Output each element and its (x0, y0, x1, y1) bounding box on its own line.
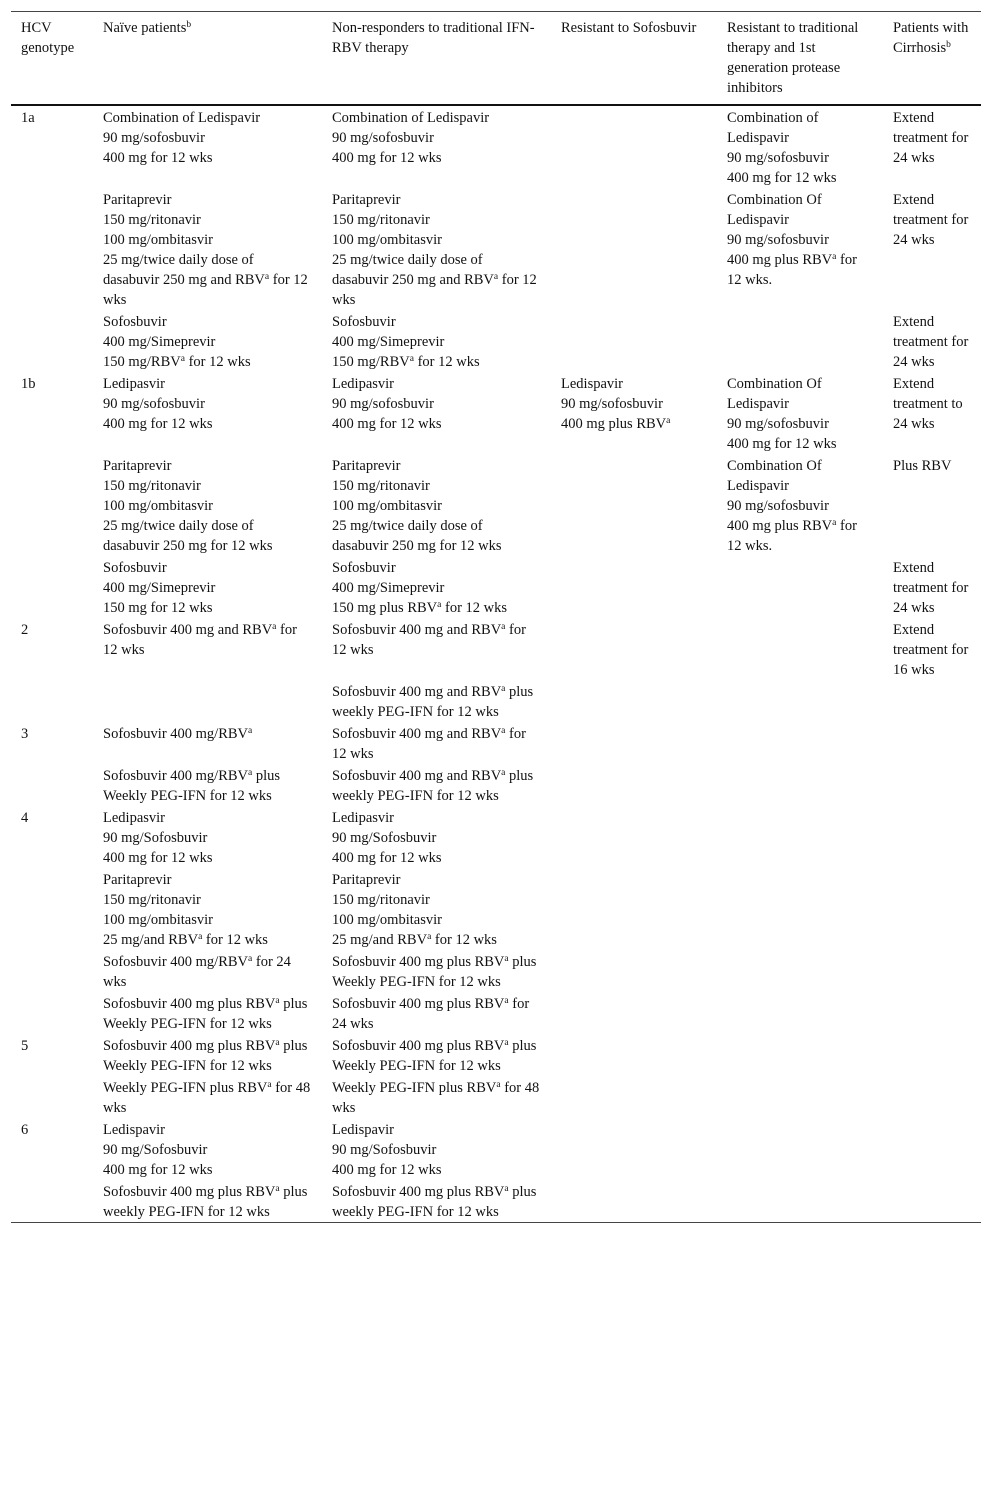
table-row (11, 105, 981, 188)
cirrhosis-cell (883, 992, 981, 1034)
footnote-marker-a: a (275, 1184, 280, 1194)
resistant-sofosbuvir-cell (551, 454, 717, 556)
table-row (11, 618, 981, 680)
footnote-marker-a: a (275, 1038, 280, 1048)
genotype-cell: 2 (21, 622, 29, 638)
genotype-cell (11, 1180, 93, 1223)
genotype-cell (11, 764, 93, 806)
genotype-cell (11, 680, 93, 722)
resistant-sofosbuvir-cell (551, 680, 717, 722)
footnote-marker-a: a (832, 518, 837, 528)
resistant-sofosbuvir-cell (551, 806, 717, 868)
footnote-marker-b: b (186, 20, 192, 30)
hcv-treatment-table (11, 11, 981, 1223)
footnote-marker-a: a (248, 768, 253, 778)
cirrhosis-cell (883, 950, 981, 992)
cirrhosis-cell: Extend treatment for 24 wks (893, 560, 969, 616)
table-row (11, 1118, 981, 1180)
non-responder-cell: Sofosbuvir 400 mg and RBV$^a$ plus weekly PEG-IFN for 12 wks (332, 684, 534, 720)
genotype-cell (11, 1076, 93, 1118)
resistant-sofosbuvir-cell (551, 950, 717, 992)
genotype-cell (11, 556, 93, 618)
naive-cell: Sofosbuvir 400 mg plus RBV$^a$ plus Weekly PEG-IFN for 12 wks (103, 996, 308, 1032)
cirrhosis-cell (883, 680, 981, 722)
resistant-sofosbuvir-cell (551, 105, 717, 188)
footnote-marker-a: a (427, 932, 432, 942)
non-responder-cell: Ledispavir 90 mg/Sofosbuvir 400 mg for 12 wks (332, 1122, 442, 1178)
footnote-marker-a: a (501, 726, 506, 736)
resistant-pi-cell: Combination Of Ledispavir 90 mg/sofosbuvir 400 mg plus RBV$^a$ for 12 wks. (727, 458, 857, 554)
cirrhosis-cell (883, 1034, 981, 1076)
genotype-cell: 5 (21, 1038, 29, 1054)
footnote-marker-a: a (504, 1038, 509, 1048)
cirrhosis-cell (883, 1076, 981, 1118)
footnote-marker-a: a (501, 684, 506, 694)
header-non-responders: Non-responders to traditional IFN-RBV therapy (332, 20, 535, 56)
table-row (11, 372, 981, 454)
genotype-cell (11, 992, 93, 1034)
resistant-pi-cell (717, 1118, 883, 1180)
non-responder-cell: Sofosbuvir 400 mg and RBV$^a$ for 12 wks (332, 726, 526, 762)
footnote-marker-a: a (275, 996, 280, 1006)
header-resistant-sofosbuvir: Resistant to Sofosbuvir (561, 20, 697, 36)
resistant-sofosbuvir-cell (551, 764, 717, 806)
non-responder-cell: Sofosbuvir 400 mg plus RBV$^a$ plus Weekly PEG-IFN for 12 wks (332, 1038, 537, 1074)
footnote-marker-a: a (493, 272, 499, 282)
table-body (11, 105, 981, 1223)
resistant-sofosbuvir-cell (551, 556, 717, 618)
naive-cell: Weekly PEG-IFN plus RBV$^a$ for 48 wks (103, 1080, 311, 1116)
resistant-pi-cell (717, 680, 883, 722)
resistant-pi-cell (717, 618, 883, 680)
footnote-marker-a: a (504, 996, 509, 1006)
naive-cell (93, 680, 322, 722)
table-row (11, 1180, 981, 1223)
genotype-cell: 4 (21, 810, 29, 826)
cirrhosis-cell (883, 806, 981, 868)
cirrhosis-cell (883, 722, 981, 764)
footnote-marker-a: a (409, 354, 414, 364)
header-genotype: HCV genotype (21, 20, 75, 56)
non-responder-cell: Sofosbuvir 400 mg plus RBV$^a$ for 24 wks (332, 996, 530, 1032)
naive-cell: Sofosbuvir 400 mg/RBV$^a$ for 24 wks (103, 954, 291, 990)
header-resistant-protease-inhibitors: Resistant to traditional therapy and 1st generation protease inhibitors (727, 20, 859, 96)
non-responder-cell: Paritaprevir 150 mg/ritonavir 100 mg/ombitasvir 25 mg/twice daily dose of dasabuvir 250 mg and RBV$^a$ for 12 wks (332, 192, 537, 308)
naive-cell: Ledipasvir 90 mg/sofosbuvir 400 mg for 12 wks (103, 376, 213, 432)
resistant-pi-cell (717, 310, 883, 372)
resistant-sofosbuvir-cell (551, 1118, 717, 1180)
naive-cell: Sofosbuvir 400 mg and RBV$^a$ for 12 wks (103, 622, 297, 658)
table-row (11, 992, 981, 1034)
naive-cell: Sofosbuvir 400 mg plus RBV$^a$ plus Weekly PEG-IFN for 12 wks (103, 1038, 308, 1074)
naive-cell: Sofosbuvir 400 mg plus RBV$^a$ plus weekly PEG-IFN for 12 wks (103, 1184, 308, 1220)
resistant-sofosbuvir-cell (551, 188, 717, 310)
resistant-sofosbuvir-cell (551, 618, 717, 680)
table-row (11, 310, 981, 372)
footnote-marker-a: a (437, 600, 442, 610)
resistant-pi-cell (717, 1180, 883, 1223)
genotype-cell: 3 (21, 726, 29, 742)
cirrhosis-cell: Extend treatment for 24 wks (893, 314, 969, 370)
cirrhosis-cell (883, 1118, 981, 1180)
genotype-cell: 6 (21, 1122, 29, 1138)
footnote-marker-a: a (496, 1080, 501, 1090)
table-row (11, 868, 981, 950)
non-responder-cell: Sofosbuvir 400 mg/Simeprevir 150 mg plus RBV$^a$ for 12 wks (332, 560, 508, 616)
resistant-pi-cell (717, 764, 883, 806)
table-row (11, 764, 981, 806)
footnote-marker-a: a (832, 252, 837, 262)
footnote-marker-a: a (248, 954, 253, 964)
non-responder-cell: Sofosbuvir 400 mg plus RBV$^a$ plus weekly PEG-IFN for 12 wks (332, 1184, 537, 1220)
cirrhosis-cell: Extend treatment for 24 wks (893, 192, 969, 248)
naive-cell: Ledispavir 90 mg/Sofosbuvir 400 mg for 12 wks (103, 1122, 213, 1178)
table-row (11, 1034, 981, 1076)
table-row (11, 722, 981, 764)
footnote-marker-a: a (267, 1080, 272, 1090)
non-responder-cell: Sofosbuvir 400 mg plus RBV$^a$ plus Weekly PEG-IFN for 12 wks (332, 954, 537, 990)
genotype-cell (11, 950, 93, 992)
cirrhosis-cell: Plus RBV (893, 458, 952, 474)
table-row (11, 806, 981, 868)
non-responder-cell: Combination of Ledispavir 90 mg/sofosbuvir 400 mg for 12 wks (332, 110, 490, 166)
footnote-marker-a: a (501, 622, 506, 632)
naive-cell: Ledipasvir 90 mg/Sofosbuvir 400 mg for 12 wks (103, 810, 213, 866)
cirrhosis-cell: Extend treatment for 16 wks (893, 622, 969, 678)
header-cirrhosis: Patients with Cirrhosis$^b$ (893, 20, 969, 56)
resistant-sofosbuvir-cell: Ledispavir 90 mg/sofosbuvir 400 mg plus RBV$^a$ (561, 376, 671, 432)
footnote-marker-a: a (501, 768, 506, 778)
footnote-marker-a: a (272, 622, 277, 632)
resistant-sofosbuvir-cell (551, 868, 717, 950)
non-responder-cell: Paritaprevir 150 mg/ritonavir 100 mg/ombitasvir 25 mg/twice daily dose of dasabuvir 250 mg for 12 wks (332, 458, 502, 554)
footnote-marker-a: a (180, 354, 185, 364)
footnote-marker-b: b (946, 40, 951, 50)
naive-cell: Sofosbuvir 400 mg/RBV$^a$ (103, 726, 253, 742)
naive-cell: Sofosbuvir 400 mg/Simeprevir 150 mg for 12 wks (103, 560, 216, 616)
genotype-cell: 1b (21, 376, 36, 392)
non-responder-cell: Sofosbuvir 400 mg and RBV$^a$ for 12 wks (332, 622, 526, 658)
footnote-marker-a: a (666, 416, 671, 426)
naive-cell: Paritaprevir 150 mg/ritonavir 100 mg/ombitasvir 25 mg/and RBV$^a$ for 12 wks (103, 872, 268, 948)
resistant-pi-cell (717, 868, 883, 950)
resistant-pi-cell (717, 992, 883, 1034)
genotype-cell (11, 310, 93, 372)
genotype-cell (11, 454, 93, 556)
table-row (11, 1076, 981, 1118)
resistant-pi-cell (717, 1076, 883, 1118)
footnote-marker-a: a (248, 726, 253, 736)
resistant-pi-cell (717, 556, 883, 618)
header-row (11, 12, 981, 106)
footnote-marker-a: a (264, 272, 270, 282)
resistant-pi-cell (717, 950, 883, 992)
non-responder-cell: Sofosbuvir 400 mg and RBV$^a$ plus weekly PEG-IFN for 12 wks (332, 768, 534, 804)
non-responder-cell: Weekly PEG-IFN plus RBV$^a$ for 48 wks (332, 1080, 540, 1116)
resistant-sofosbuvir-cell (551, 310, 717, 372)
resistant-pi-cell (717, 806, 883, 868)
genotype-cell (11, 868, 93, 950)
non-responder-cell: Ledipasvir 90 mg/sofosbuvir 400 mg for 12 wks (332, 376, 442, 432)
non-responder-cell: Sofosbuvir 400 mg/Simeprevir 150 mg/RBV$^a$ for 12 wks (332, 314, 480, 370)
naive-cell: Paritaprevir 150 mg/ritonavir 100 mg/ombitasvir 25 mg/twice daily dose of dasabuvir 250 mg for 12 wks (103, 458, 273, 554)
resistant-pi-cell: Combination of Ledispavir 90 mg/sofosbuvir 400 mg for 12 wks (727, 110, 837, 186)
footnote-marker-a: a (504, 1184, 509, 1194)
naive-cell: Paritaprevir 150 mg/ritonavir 100 mg/ombitasvir 25 mg/twice daily dose of dasabuvir 250 mg and RBV$^a$ for 12 wks (103, 192, 308, 308)
resistant-pi-cell (717, 722, 883, 764)
header-naive-patients: Naïve patients$^b$ (103, 20, 192, 36)
resistant-pi-cell: Combination Of Ledispavir 90 mg/sofosbuvir 400 mg plus RBV$^a$ for 12 wks. (727, 192, 857, 288)
non-responder-cell: Ledipasvir 90 mg/Sofosbuvir 400 mg for 12 wks (332, 810, 442, 866)
resistant-pi-cell (717, 1034, 883, 1076)
naive-cell: Combination of Ledispavir 90 mg/sofosbuvir 400 mg for 12 wks (103, 110, 261, 166)
cirrhosis-cell: Extend treatment for 24 wks (893, 110, 969, 166)
resistant-sofosbuvir-cell (551, 1034, 717, 1076)
table-row (11, 556, 981, 618)
table-row (11, 188, 981, 310)
table-row (11, 680, 981, 722)
naive-cell: Sofosbuvir 400 mg/RBV$^a$ plus Weekly PEG-IFN for 12 wks (103, 768, 281, 804)
resistant-sofosbuvir-cell (551, 992, 717, 1034)
table-row (11, 454, 981, 556)
resistant-pi-cell: Combination Of Ledispavir 90 mg/sofosbuvir 400 mg for 12 wks (727, 376, 837, 452)
resistant-sofosbuvir-cell (551, 722, 717, 764)
genotype-cell (11, 188, 93, 310)
footnote-marker-a: a (504, 954, 509, 964)
cirrhosis-cell (883, 868, 981, 950)
resistant-sofosbuvir-cell (551, 1076, 717, 1118)
non-responder-cell: Paritaprevir 150 mg/ritonavir 100 mg/ombitasvir 25 mg/and RBV$^a$ for 12 wks (332, 872, 497, 948)
cirrhosis-cell: Extend treatment to 24 wks (893, 376, 963, 432)
footnote-marker-a: a (198, 932, 203, 942)
cirrhosis-cell (883, 764, 981, 806)
genotype-cell: 1a (21, 110, 35, 126)
table-row (11, 950, 981, 992)
resistant-sofosbuvir-cell (551, 1180, 717, 1223)
naive-cell: Sofosbuvir 400 mg/Simeprevir 150 mg/RBV$^a$ for 12 wks (103, 314, 251, 370)
cirrhosis-cell (883, 1180, 981, 1223)
